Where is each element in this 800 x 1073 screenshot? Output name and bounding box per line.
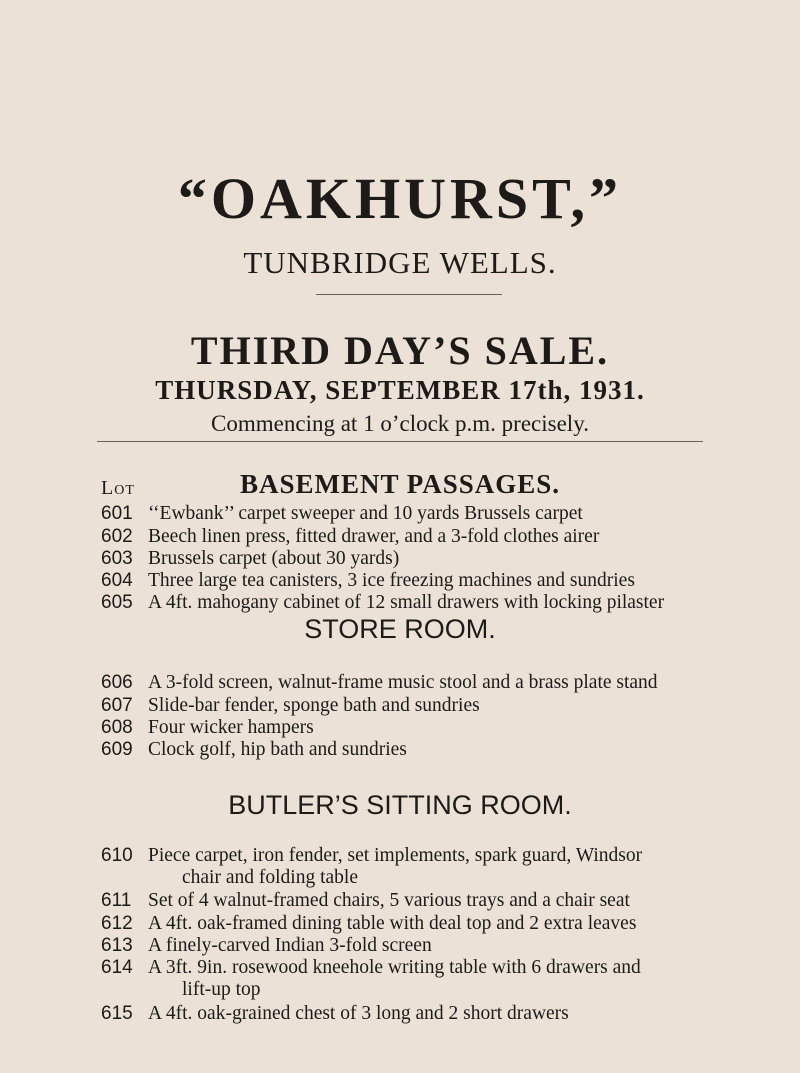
lot-number: 604 [101,570,133,591]
lot-column-heading: Lot [101,477,135,499]
lot-description: A 3ft. 9in. rosewood kneehole writing table with 6 drawers and [148,957,641,978]
sale-venue-title: “OAKHURST,” [177,166,623,231]
lot-number: 602 [101,526,133,547]
section-heading-basement-passages: BASEMENT PASSAGES. [239,469,561,499]
section-heading-butlers-sitting-room: BUTLER’S SITTING ROOM. [228,790,572,820]
sale-start-time: Commencing at 1 o’clock p.m. precisely. [211,411,589,436]
lot-description: Set of 4 walnut-framed chairs, 5 various trays and a chair seat [148,890,630,911]
lot-description: Beech linen press, fitted drawer, and a 3-fold clothes airer [148,526,600,547]
lot-description: Four wicker hampers [148,717,314,738]
lot-description-continuation: lift-up top [182,979,261,1000]
lot-description: Brussels carpet (about 30 yards) [148,548,400,569]
lot-number: 614 [101,957,133,978]
lot-description: A finely-carved Indian 3-fold screen [148,935,432,956]
lot-number: 611 [101,890,132,911]
lot-description: A 4ft. mahogany cabinet of 12 small drawers with locking pilaster [148,592,665,613]
lot-number: 607 [101,695,133,716]
lot-number: 615 [101,1003,133,1024]
lot-description: A 3-fold screen, walnut-frame music stool and a brass plate stand [148,672,658,693]
lot-number: 603 [101,548,133,569]
sale-date: THURSDAY, SEPTEMBER 17th, 1931. [155,375,645,405]
lot-description: Piece carpet, iron fender, set implements, spark guard, Windsor [148,845,643,866]
lot-description: ‘‘Ewbank’’ carpet sweeper and 10 yards Brussels carpet [148,503,583,524]
lot-description: Slide-bar fender, sponge bath and sundries [148,695,480,716]
lot-description: A 4ft. oak-framed dining table with deal top and 2 extra leaves [148,913,637,934]
short-divider [316,294,502,295]
long-divider [97,441,703,442]
lot-number: 609 [101,739,133,760]
lot-number: 601 [101,503,133,524]
lot-description: Clock golf, hip bath and sundries [148,739,407,760]
sale-venue-town: TUNBRIDGE WELLS. [243,245,557,280]
section-heading-store-room: STORE ROOM. [304,614,496,644]
lot-description: A 4ft. oak-grained chest of 3 long and 2 short drawers [148,1003,569,1024]
lot-number: 613 [101,935,133,956]
lot-number: 610 [101,845,133,866]
sale-day-heading: THIRD DAY’S SALE. [190,328,610,373]
lot-number: 612 [101,913,133,934]
lot-number: 605 [101,592,133,613]
lot-description: Three large tea canisters, 3 ice freezing machines and sundries [148,570,635,591]
lot-description-continuation: chair and folding table [182,867,358,888]
lot-number: 606 [101,672,133,693]
lot-number: 608 [101,717,133,738]
